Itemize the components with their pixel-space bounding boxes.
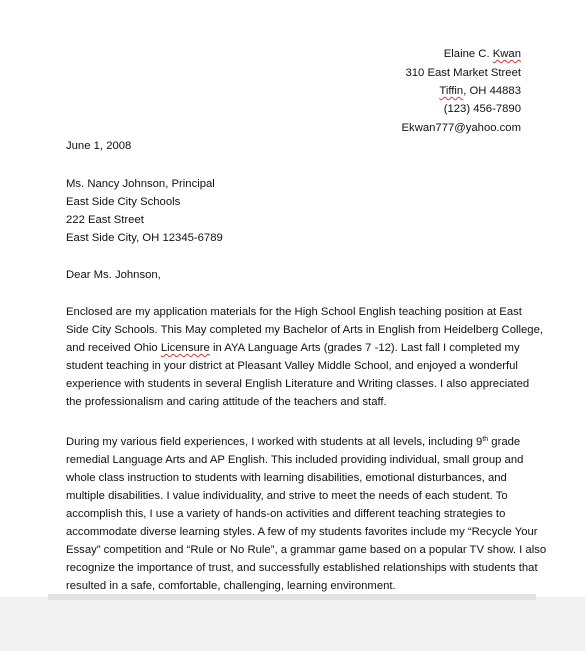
sender-name <box>444 45 521 63</box>
spellcheck-word[interactable]: Licensure <box>160 342 210 354</box>
paragraph-line: the professionalism and caring attitude of the teachers and staff. <box>66 396 387 408</box>
text-run: During my various field experiences, I worked with students at all levels, including 9 <box>66 436 483 448</box>
paragraph-line: whole class instruction to students with learning disabilities, emotional disturbances, and <box>66 472 507 484</box>
recipient-street: 222 East Street <box>66 214 144 226</box>
paragraph-line: accomplish this, I use a variety of hands-on activities and different teaching strategies to <box>66 508 506 520</box>
paragraph-line: accommodate diverse learning styles. A few of my students favorites include my “Recycle Your <box>66 526 538 538</box>
paragraph-line: student teaching in your district at Pleasant Valley Middle School, and enjoyed a wonderful <box>66 360 518 372</box>
sender-city-line <box>439 82 521 100</box>
spellcheck-word[interactable]: Kwan <box>492 48 521 60</box>
recipient-organization: East Side City Schools <box>66 196 181 208</box>
paragraph-line: resulted in a safe, comfortable, challenging, learning environment. <box>66 580 396 592</box>
paragraph-line <box>66 339 543 357</box>
paragraph-line: remedial Language Arts and AP English. This included providing individual, small group and <box>66 454 524 466</box>
paragraph-line: Enclosed are my application materials for the High School English teaching position at East <box>66 306 522 318</box>
letter-date: June 1, 2008 <box>66 140 132 152</box>
text-run: grade <box>488 436 521 448</box>
page-bottom-shadow <box>48 594 536 600</box>
sender-first-name: Elaine C. <box>443 48 493 60</box>
paragraph-line <box>66 433 546 451</box>
recipient-name: Ms. Nancy Johnson, Principal <box>66 178 215 190</box>
paragraph-1 <box>66 303 543 411</box>
spellcheck-word[interactable]: Tiffin <box>439 85 464 97</box>
sender-email: Ekwan777@yahoo.com <box>401 122 521 134</box>
sender-state-zip: , OH 44883 <box>463 85 521 97</box>
recipient-city: East Side City, OH 12345-6789 <box>66 232 223 244</box>
sender-phone: (123) 456-7890 <box>443 103 521 115</box>
paragraph-2 <box>66 433 546 595</box>
paragraph-line: multiple disabilities. I value individuality, and strive to meet the needs of each student. To <box>66 490 508 502</box>
sender-street: 310 East Market Street <box>405 67 521 79</box>
text-run: in AYA Language Arts (grades 7 -12). Last fall I completed my <box>209 342 520 354</box>
superscript: th <box>482 436 489 443</box>
paragraph-line: Side City Schools. This May completed my Bachelor of Arts in English from Heidelberg College, <box>66 324 543 336</box>
text-run: and received Ohio <box>66 342 161 354</box>
paragraph-line: recognize the importance of trust, and successfully established relationships with students that <box>66 562 538 574</box>
salutation: Dear Ms. Johnson, <box>66 269 161 281</box>
paragraph-line: experience with students in several English Literature and Writing classes. I also appreciated <box>66 378 530 390</box>
paragraph-line: Essay” competition and “Rule or No Rule”, a grammar game based on a popular TV show. I also <box>66 544 547 556</box>
